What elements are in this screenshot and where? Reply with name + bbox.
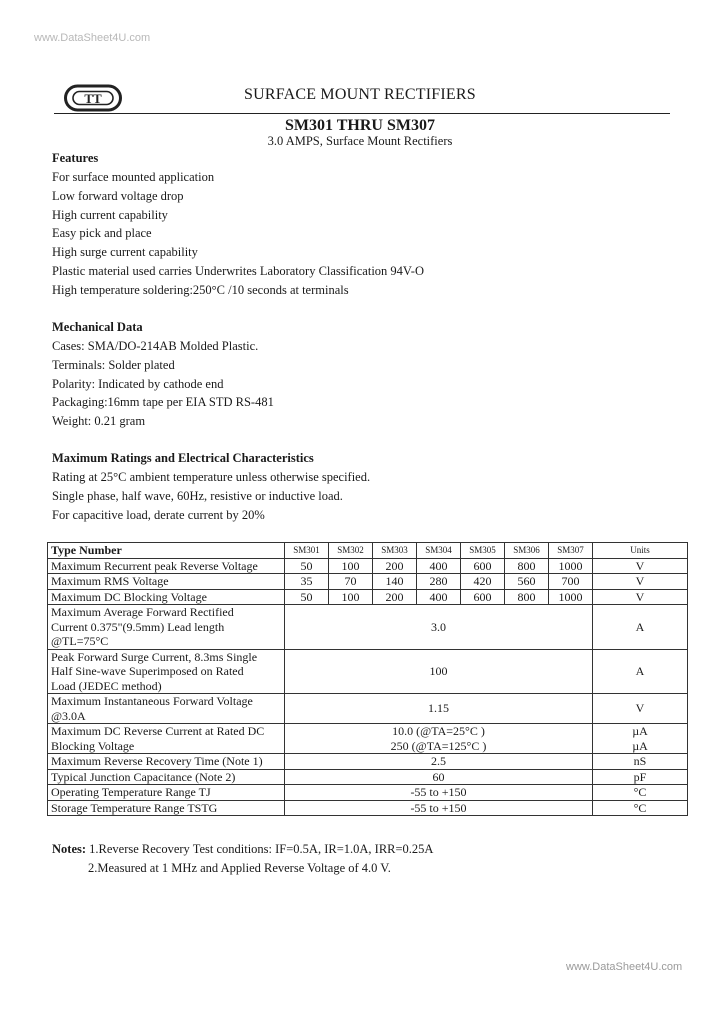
mechanical-item: Polarity: Indicated by cathode end (52, 377, 224, 391)
cell-unit (593, 724, 688, 754)
type-number-header: Type Number (48, 543, 285, 559)
row-label-line: @3.0A (51, 708, 86, 723)
feature-item: Easy pick and place (52, 226, 152, 240)
row-label-line: Peak Forward Surge Current, 8.3ms Single (51, 649, 258, 664)
features-heading: Features (52, 151, 99, 165)
cell-value: 50 (285, 558, 329, 574)
note-text: 2.Measured at 1 MHz and Applied Reverse Voltage of 4.0 V. (88, 861, 391, 875)
cell-value: 140 (373, 574, 417, 590)
cell-value: 1.15 (285, 694, 593, 724)
cell-value: 700 (549, 574, 593, 590)
ratings-note: Rating at 25°C ambient temperature unless otherwise specified. (52, 470, 371, 484)
cell-unit: pF (593, 769, 688, 785)
cell-value: 1000 (549, 558, 593, 574)
feature-item: High surge current capability (52, 245, 198, 259)
feature-item: High temperature soldering:250°C /10 seconds at terminals (52, 283, 349, 297)
row-label-line: Maximum Instantaneous Forward Voltage (51, 694, 253, 708)
model-header: SM307 (549, 543, 593, 559)
row-label-line: Current 0.375"(9.5mm) Lead length (51, 619, 225, 634)
table-row-trr (48, 754, 688, 770)
model-header: SM303 (373, 543, 417, 559)
row-label (48, 649, 285, 694)
watermark-top: www.DataSheet4U.com (34, 32, 151, 44)
cell-value: 2.5 (285, 754, 593, 770)
cell-value: 60 (285, 769, 593, 785)
cell-unit: A (593, 649, 688, 694)
units-header: Units (593, 543, 688, 559)
cell-unit: V (593, 589, 688, 605)
cell-value: 420 (461, 574, 505, 590)
table-header-row (48, 543, 688, 559)
row-label: Storage Temperature Range TSTG (48, 800, 285, 816)
mechanical-item: Packaging:16mm tape per EIA STD RS-481 (52, 395, 274, 409)
table-row-ir (48, 724, 688, 754)
table-row-vrms (48, 574, 688, 590)
cell-value: 800 (505, 558, 549, 574)
cell-value: -55 to +150 (285, 800, 593, 816)
cell-value: 400 (417, 589, 461, 605)
cell-value: 200 (373, 558, 417, 574)
row-label: Maximum Reverse Recovery Time (Note 1) (48, 754, 285, 770)
notes-label: Notes: (52, 842, 87, 856)
ratings-heading: Maximum Ratings and Electrical Characteristics (52, 451, 314, 465)
cell-value: 600 (461, 589, 505, 605)
document-subtitle: 3.0 AMPS, Surface Mount Rectifiers (267, 134, 453, 148)
cell-value: 400 (417, 558, 461, 574)
note-text: 1.Reverse Recovery Test conditions: IF=0.5A, IR=1.0A, IRR=0.25A (89, 842, 434, 856)
table-row-vf (48, 694, 688, 724)
row-label: Maximum DC Blocking Voltage (48, 589, 285, 605)
part-number-range: SM301 THRU SM307 (285, 117, 435, 134)
feature-item: Low forward voltage drop (52, 189, 184, 203)
ratings-note: Single phase, half wave, 60Hz, resistive or inductive load. (52, 489, 343, 503)
cell-value: 200 (373, 589, 417, 605)
model-header: SM304 (417, 543, 461, 559)
row-label: Maximum RMS Voltage (48, 574, 285, 590)
model-header: SM301 (285, 543, 329, 559)
cell-value: 35 (285, 574, 329, 590)
table-row-iav (48, 605, 688, 650)
row-label (48, 605, 285, 650)
cell-value: 100 (329, 558, 373, 574)
ratings-table (47, 542, 688, 816)
cell-value: 50 (285, 589, 329, 605)
feature-item: High current capability (52, 208, 168, 222)
cell-unit: °C (593, 785, 688, 801)
cell-unit: V (593, 694, 688, 724)
row-label-line: Half Sine-wave Superimposed on Rated (51, 664, 244, 678)
ir-value-125c: 250 (@TA=125°C ) (390, 738, 487, 753)
cell-value: -55 to +150 (285, 785, 593, 801)
logo-text: TT (84, 91, 102, 106)
row-label (48, 694, 285, 724)
cell-value: 280 (417, 574, 461, 590)
ratings-note: For capacitive load, derate current by 20% (52, 508, 265, 522)
mechanical-item: Cases: SMA/DO-214AB Molded Plastic. (52, 339, 259, 353)
cell-value: 100 (329, 589, 373, 605)
table-row-cj (48, 769, 688, 785)
feature-item: For surface mounted application (52, 170, 215, 184)
document-title: SURFACE MOUNT RECTIFIERS (244, 86, 476, 103)
table-row-vrrm (48, 558, 688, 574)
table-row-vdc (48, 589, 688, 605)
model-header: SM306 (505, 543, 549, 559)
header-rule (54, 113, 670, 114)
row-label: Typical Junction Capacitance (Note 2) (48, 769, 285, 785)
cell-value: 800 (505, 589, 549, 605)
mechanical-heading: Mechanical Data (52, 320, 143, 334)
row-label (48, 724, 285, 754)
unit-line: µA (632, 724, 648, 738)
table-row-tj (48, 785, 688, 801)
cell-unit: nS (593, 754, 688, 770)
cell-value: 100 (285, 649, 593, 694)
row-label-line: Maximum Average Forward Rectified (51, 605, 234, 619)
watermark-bottom: www.DataSheet4U.com (566, 961, 683, 973)
table-row-tstg (48, 800, 688, 816)
feature-item: Plastic material used carries Underwrites Laboratory Classification 94V-O (52, 264, 424, 278)
cell-value: 560 (505, 574, 549, 590)
cell-unit: V (593, 574, 688, 590)
cell-value: 1000 (549, 589, 593, 605)
row-label-line: @TL=75°C (51, 634, 109, 648)
unit-line: µA (632, 738, 648, 753)
model-header: SM305 (461, 543, 505, 559)
table-row-ifsm (48, 649, 688, 694)
notes-note1 (52, 842, 433, 857)
cell-unit: V (593, 558, 688, 574)
company-logo (64, 84, 122, 112)
row-label-line: Load (JEDEC method) (51, 678, 162, 693)
row-label: Operating Temperature Range TJ (48, 785, 285, 801)
row-label-line: Maximum DC Reverse Current at Rated DC (51, 724, 265, 738)
cell-value: 3.0 (285, 605, 593, 650)
mechanical-item: Terminals: Solder plated (52, 358, 175, 372)
ir-value-25c: 10.0 (@TA=25°C ) (392, 724, 485, 738)
cell-value: 600 (461, 558, 505, 574)
cell-value: 70 (329, 574, 373, 590)
mechanical-item: Weight: 0.21 gram (52, 414, 146, 428)
row-label-line: Blocking Voltage (51, 738, 135, 753)
row-label: Maximum Recurrent peak Reverse Voltage (48, 558, 285, 574)
cell-unit: °C (593, 800, 688, 816)
model-header: SM302 (329, 543, 373, 559)
cell-unit: A (593, 605, 688, 650)
cell-value (285, 724, 593, 754)
